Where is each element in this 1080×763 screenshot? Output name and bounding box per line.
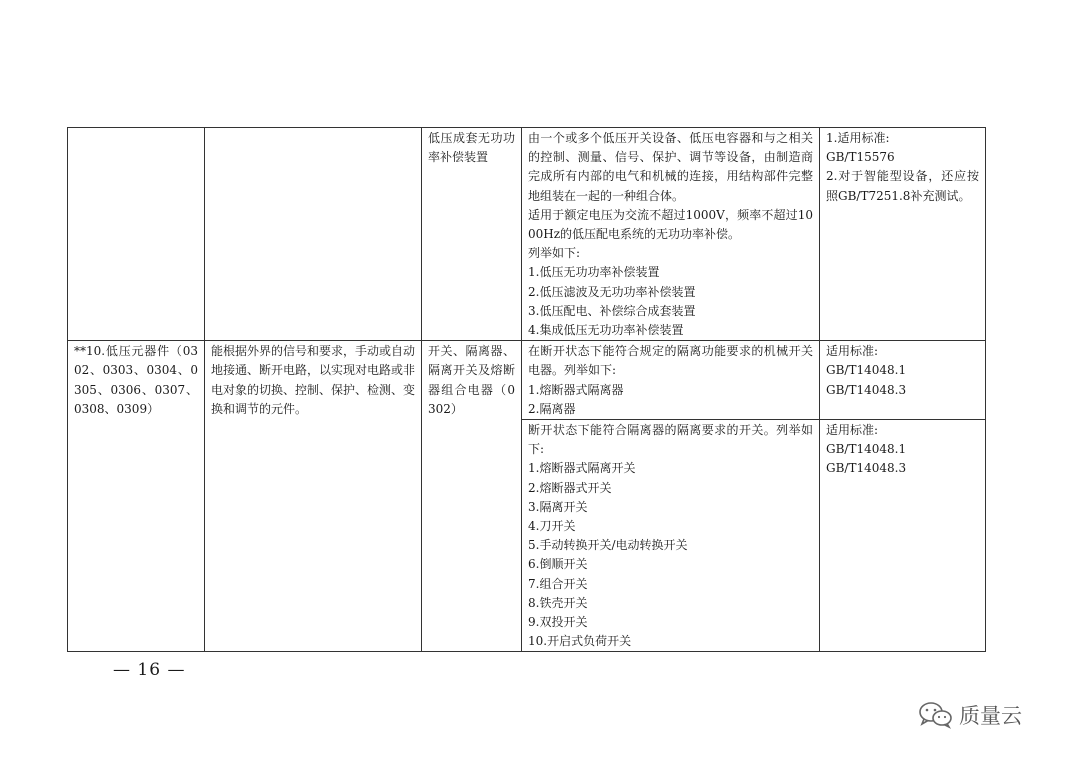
description-cell xyxy=(522,341,820,420)
definition-cell: 能根据外界的信号和要求，手动或自动地接通、断开电路，以实现对电路或非电对象的切换、控制、保护、检测、变换和调节的元件。 xyxy=(205,341,422,652)
page-number: — 16 — xyxy=(113,660,186,680)
description-line: 9.双投开关 xyxy=(528,615,588,630)
standards-table xyxy=(67,127,986,652)
description-line: 3.隔离开关 xyxy=(528,499,588,514)
standard-line: GB/T15576 xyxy=(826,150,895,165)
standard-line: GB/T14048.3 xyxy=(826,382,907,397)
description-cell xyxy=(522,128,820,341)
description-line: 3.低压配电、补偿综合成套装置 xyxy=(528,303,696,318)
product-name-cell: 开关、隔离器、隔离开关及熔断器组合电器（0302） xyxy=(422,341,522,652)
description-line: 4.刀开关 xyxy=(528,519,576,534)
description-line: 1.低压无功功率补偿装置 xyxy=(528,265,660,280)
standard-cell xyxy=(820,420,986,652)
description-line: 2.熔断器式开关 xyxy=(528,480,612,495)
description-line: 1.熔断器式隔离器 xyxy=(528,382,624,397)
description-line: 8.铁壳开关 xyxy=(528,595,588,610)
description-line: 列举如下: xyxy=(528,246,581,261)
description-line: 由一个或多个低压开关设备、低压电容器和与之相关的控制、测量、信号、保护、调节等设备，由制造商完成所有内部的电气和机械的连接，用结构部件完整地组装在一起的一种组合体。 xyxy=(528,131,813,203)
description-line: 在断开状态下能符合规定的隔离功能要求的机械开关电器。列举如下: xyxy=(528,344,813,378)
wechat-icon xyxy=(918,701,954,729)
standard-cell xyxy=(820,341,986,420)
standard-line: GB/T14048.1 xyxy=(826,363,907,378)
standard-line: 适用标准: xyxy=(826,344,879,359)
category-cell xyxy=(68,128,205,341)
product-name-cell: 低压成套无功功率补偿装置 xyxy=(422,128,522,341)
description-line: 1.熔断器式隔离开关 xyxy=(528,461,636,476)
description-line: 2.隔离器 xyxy=(528,401,576,416)
standard-cell xyxy=(820,128,986,341)
description-line: 10.开启式负荷开关 xyxy=(528,634,632,649)
standard-line: 适用标准: xyxy=(826,423,879,438)
standard-line: GB/T14048.3 xyxy=(826,461,907,476)
table-row xyxy=(68,341,986,420)
definition-cell xyxy=(205,128,422,341)
description-line: 2.低压滤波及无功功率补偿装置 xyxy=(528,284,696,299)
description-line: 6.倒顺开关 xyxy=(528,557,588,572)
standard-line: 1.适用标准: xyxy=(826,131,890,145)
table-row xyxy=(68,128,986,341)
description-line: 5.手动转换开关/电动转换开关 xyxy=(528,538,688,553)
description-line: 断开状态下能符合隔离器的隔离要求的开关。列举如下: xyxy=(528,423,813,457)
description-line: 7.组合开关 xyxy=(528,576,588,591)
description-line: 4.集成低压无功功率补偿装置 xyxy=(528,323,684,338)
watermark-text: 质量云 xyxy=(959,704,1022,728)
watermark xyxy=(918,700,1022,730)
standard-line: 2.对于智能型设备，还应按照GB/T7251.8补充测试。 xyxy=(826,169,979,203)
category-cell: **10.低压元器件（0302、0303、0304、0305、0306、0307、0308、0309） xyxy=(68,341,205,652)
description-line: 适用于额定电压为交流不超过1000V，频率不超过1000Hz的低压配电系统的无功功率补偿。 xyxy=(528,207,813,242)
description-cell xyxy=(522,420,820,652)
standard-line: GB/T14048.1 xyxy=(826,442,907,457)
